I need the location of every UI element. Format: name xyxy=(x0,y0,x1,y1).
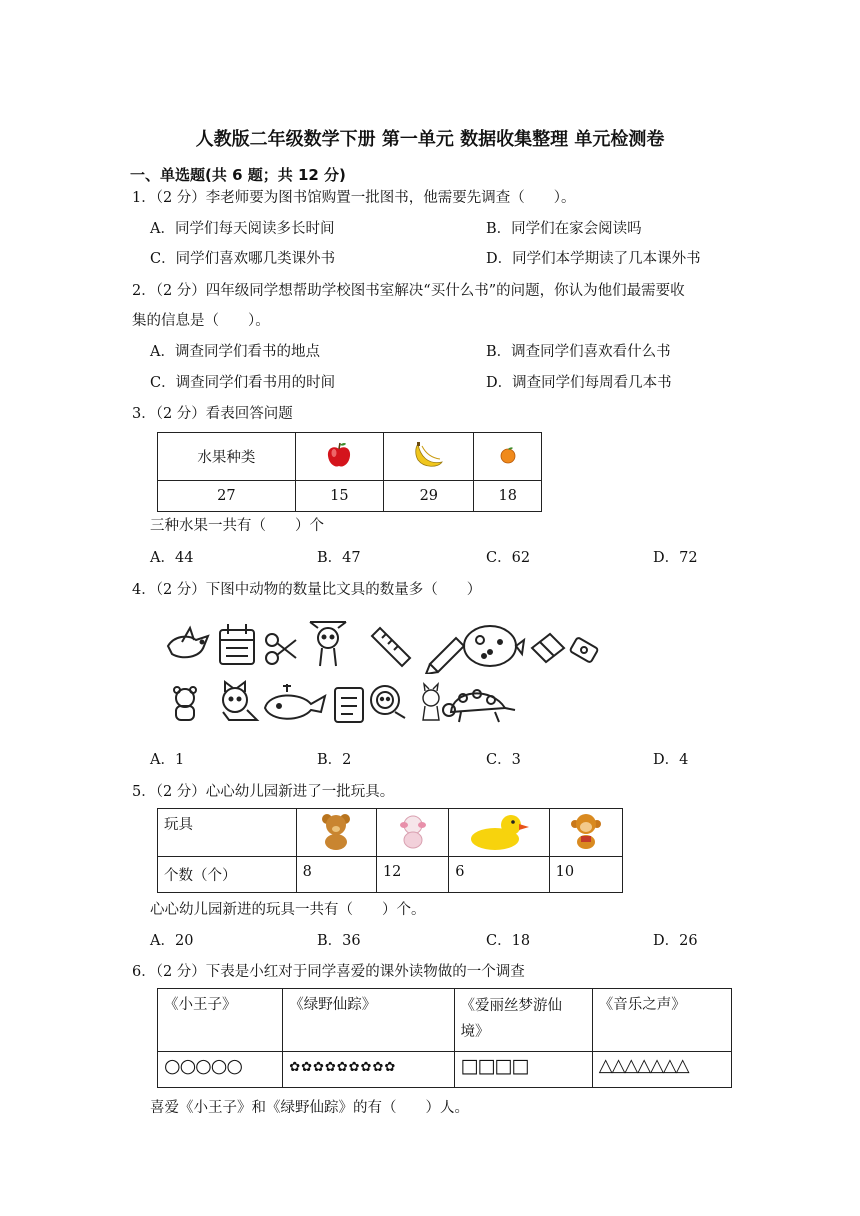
fruit-table xyxy=(157,432,542,512)
q3-option-b[interactable]: B．47 xyxy=(317,550,361,566)
monkey-cell xyxy=(549,809,622,857)
bird-icon xyxy=(168,628,208,657)
q4-option-b[interactable]: B．2 xyxy=(317,752,352,768)
q5-option-a[interactable]: A．20 xyxy=(150,933,194,949)
bear-cell xyxy=(296,809,376,857)
picture-row-2 xyxy=(165,678,525,726)
question-2-stem-line2: 集的信息是（ ）。 xyxy=(132,313,270,329)
monkey-count: 10 xyxy=(549,857,622,893)
banana-cell xyxy=(384,433,474,481)
q1-option-c[interactable]: C．同学们喜欢哪几类课外书 xyxy=(150,251,336,267)
turtle-icon xyxy=(443,690,515,722)
page-title: 人教版二年级数学下册 第一单元 数据收集整理 单元检测卷 xyxy=(195,129,665,150)
section-heading: 一、单选题(共 6 题；共 12 分) xyxy=(130,166,346,184)
book-alice xyxy=(454,989,592,1052)
question-6-stem: 6．（2 分）下表是小红对于同学喜爱的课外读物做的一个调查 xyxy=(132,964,525,980)
orange-cell xyxy=(474,433,542,481)
banana-count: 29 xyxy=(384,481,474,512)
tally-squares: □□□□ xyxy=(454,1052,592,1088)
orange-icon xyxy=(498,445,518,465)
q4-option-a[interactable]: A．1 xyxy=(150,752,185,768)
tally-circles: ○○○○○ xyxy=(158,1052,283,1088)
toy-table xyxy=(157,808,623,893)
whale-icon xyxy=(265,684,325,719)
ruler-icon xyxy=(372,628,410,666)
apple-count: 15 xyxy=(295,481,383,512)
teddy-bear-icon xyxy=(174,687,196,720)
cat-icon xyxy=(223,682,257,720)
rubber-duck-icon xyxy=(469,811,529,851)
question-5-stem: 5．（2 分）心心幼儿园新进了一批玩具。 xyxy=(132,784,395,800)
q4-option-c[interactable]: C．3 xyxy=(486,752,521,768)
q2-option-b[interactable]: B．调查同学们喜欢看什么书 xyxy=(486,344,671,360)
notepad-icon xyxy=(335,688,363,722)
duck-cell xyxy=(449,809,549,857)
book-alice-line1: 《爱丽丝梦游仙 xyxy=(460,998,562,1014)
toy-header: 玩具 xyxy=(158,809,297,857)
kitten-icon xyxy=(423,684,439,720)
fruit-header: 水果种类 xyxy=(158,433,296,481)
q3-option-c[interactable]: C．62 xyxy=(486,550,531,566)
q1-option-b[interactable]: B．同学们在家会阅读吗 xyxy=(486,221,642,237)
scissors-icon xyxy=(266,634,296,664)
apple-icon xyxy=(324,440,354,470)
calendar-icon xyxy=(220,624,254,664)
lion-icon xyxy=(371,686,405,718)
question-5-ask: 心心幼儿园新进的玩具一共有（ ）个。 xyxy=(150,902,426,918)
question-1-stem: 1．（2 分）李老师要为图书馆购置一批图书，他需要先调查（ ）。 xyxy=(132,190,576,206)
eraser-icon xyxy=(532,634,564,662)
banana-icon xyxy=(412,440,446,470)
q2-option-d[interactable]: D．调查同学们每周看几本书 xyxy=(486,375,672,391)
book-alice-line2: 境》 xyxy=(460,1024,490,1040)
monkey-toy-icon xyxy=(570,812,602,850)
pencil-sharpener-icon xyxy=(570,637,599,663)
pufferfish-icon xyxy=(464,626,524,666)
book-survey-table xyxy=(157,988,732,1088)
question-3-stem: 3．（2 分）看表回答问题 xyxy=(132,406,293,422)
q5-option-c[interactable]: C．18 xyxy=(486,933,531,949)
sheep-toy-icon xyxy=(398,813,428,849)
picture-row-1 xyxy=(160,618,610,674)
q1-option-a[interactable]: A．同学们每天阅读多长时间 xyxy=(150,221,335,237)
fruit-count-cell: 27 xyxy=(158,481,296,512)
q4-option-d[interactable]: D．4 xyxy=(653,752,689,768)
sheep-count: 12 xyxy=(376,857,448,893)
orange-count: 18 xyxy=(474,481,542,512)
duck-count: 6 xyxy=(449,857,549,893)
teddy-toy-icon xyxy=(319,812,353,850)
pencil-icon xyxy=(426,638,464,674)
question-6-ask: 喜爱《小王子》和《绿野仙踪》的有（ ）人。 xyxy=(150,1100,469,1116)
question-3-ask: 三种水果一共有（ ）个 xyxy=(150,518,324,534)
apple-cell xyxy=(295,433,383,481)
book-little-prince: 《小王子》 xyxy=(158,989,283,1052)
toy-count-header: 个数（个） xyxy=(158,857,297,893)
book-wizard-of-oz: 《绿野仙踪》 xyxy=(283,989,454,1052)
tally-flowers: ✿✿✿✿✿✿✿✿✿ xyxy=(283,1052,454,1088)
question-2-stem-line1: 2．（2 分）四年级同学想帮助学校图书室解决“买什么书”的问题，你认为他们最需要收 xyxy=(132,283,685,299)
question-4-stem: 4．（2 分）下图中动物的数量比文具的数量多（ ） xyxy=(132,582,482,598)
q3-option-a[interactable]: A．44 xyxy=(150,550,194,566)
tally-triangles: △△△△△△△ xyxy=(592,1052,731,1088)
q5-option-b[interactable]: B．36 xyxy=(317,933,361,949)
monkey-icon xyxy=(310,622,346,666)
q3-option-d[interactable]: D．72 xyxy=(653,550,698,566)
q2-option-a[interactable]: A．调查同学们看书的地点 xyxy=(150,344,320,360)
book-sound-of-music: 《音乐之声》 xyxy=(592,989,731,1052)
q2-option-c[interactable]: C．调查同学们看书用的时间 xyxy=(150,375,336,391)
bear-count: 8 xyxy=(296,857,376,893)
q5-option-d[interactable]: D．26 xyxy=(653,933,698,949)
q1-option-d[interactable]: D．同学们本学期读了几本课外书 xyxy=(486,251,701,267)
sheep-cell xyxy=(376,809,448,857)
